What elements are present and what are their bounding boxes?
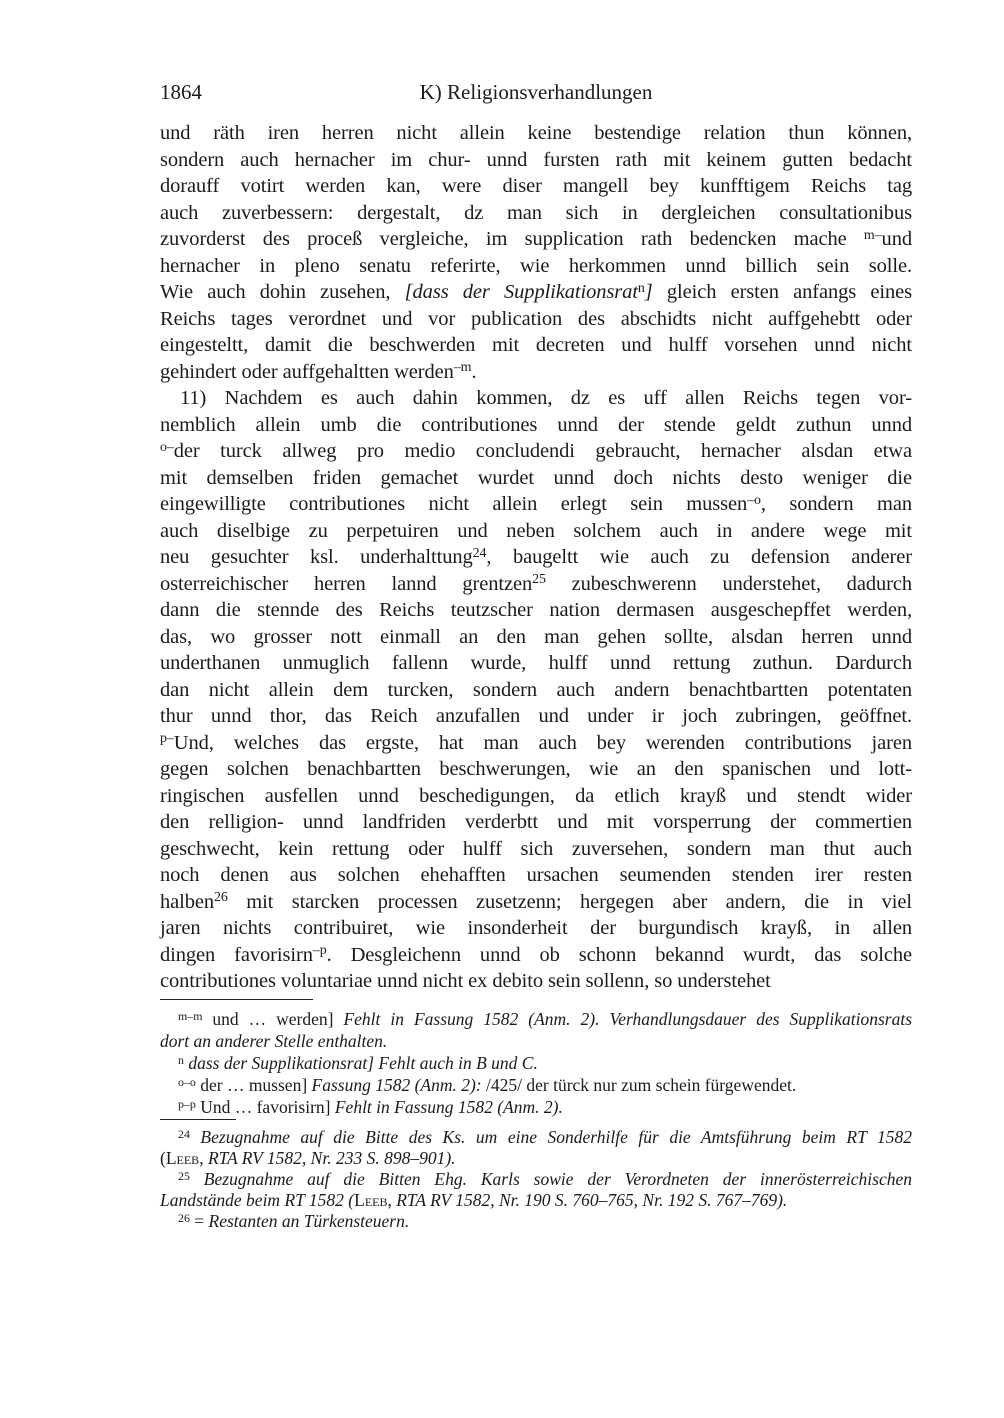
text-line: hernacher in pleno senatu referirte, wie herkommen unnd billich sein solle. [160,254,912,277]
text-line: dort an anderer Stelle enthalten. [160,1031,388,1051]
textual-apparatus-block [160,1008,912,1118]
text-line: osterreichischer herren lannd grentzen$^{25}$ zubeschwerenn understehet, dadurch [160,572,912,595]
text-line: und räth iren herren nicht allein keine bestendige relation thun können, [160,122,912,144]
footnotes-block [160,1127,912,1232]
paragraph-continuation [160,120,912,385]
text-line: (Leeb, RTA RV 1582, Nr. 233 S. 898–901). [160,1148,456,1168]
text-line: $^{25}$ Bezugnahme auf die Bitten Ehg. Karls sowie der Verordneten der innerösterreichischen [178,1168,912,1189]
text-line: $^{o-o}$ der … mussen] Fassung 1582 (Anm. 2): /425/ der türck nur zum schein fürgewendet. [178,1074,797,1095]
text-line: $^{m-m}$ und … werden] Fehlt in Fassung 1582 (Anm. 2). Verhandlungsdauer des Supplikationsrats [178,1008,913,1029]
text-line: Wie auch dohin zusehen, [dass der Supplikationsrat$^n$] gleich ersten anfangs eines [160,280,912,303]
apparatus-separator-rule [160,999,313,1000]
text-line: gehindert oder auffgehaltten werden$^{-m}$. [160,360,477,383]
text-line: $^{24}$ Bezugnahme auf die Bitte des Ks. um eine Sonderhilfe für die Amtsführung beim RT 1582 [178,1126,913,1147]
page-number: 1864 [160,80,202,104]
text-line: mit demselben friden gemachet wurdet unnd doch nichts desto weniger die [160,466,912,489]
text-line: eingewilligte contributiones nicht allein erlegt sein mussen$^{-o}$, sondern man [160,492,912,515]
text-line: gegen solchen benachbartten beschwerungen, wie an den spanischen und lott- [160,758,912,780]
text-line: ringischen ausfellen unnd beschedigungen, da etlich krayß und stendt wider [160,784,912,807]
text-line: jaren nichts contribuiret, wie insonderheit der burgundisch krayß, in allen [160,917,912,939]
running-header: K) Religionsverhandlungen [419,80,653,104]
paragraph-item-11 [160,385,912,995]
text-line: neu gesuchter ksl. underhalttung$^{24}$, baugeltt wie auch zu defension anderer [160,545,912,568]
text-line: 11) Nachdem es auch dahin kommen, dz es uff allen Reichs tegen vor- [180,387,912,409]
text-line: thur unnd thor, das Reich anzufallen und under ir joch zubringen, geöffnet. [160,705,912,727]
text-line: Landstände beim RT 1582 (Leeb, RTA RV 1582, Nr. 190 S. 760–765, Nr. 192 S. 767–769). [160,1190,788,1210]
text-line: $^{p-p}$ Und … favorisirn] Fehlt in Fassung 1582 (Anm. 2). [178,1096,563,1117]
text-line: dan nicht allein dem turcken, sondern auch andern benachtbartten potentaten [160,678,912,701]
text-line: dorauff votirt werden kan, were diser mangell bey kunfftigem Reichs tag [160,175,912,197]
text-line: contributiones voluntariae unnd nicht ex debito sein sollenn, so understehet [160,970,771,992]
text-line: das, wo grosser nott einmall an den man gehen sollte, alsdan herren unnd [160,625,912,648]
text-line: sondern auch hernacher im chur- unnd fursten rath mit keinem gutten bedacht [160,148,912,171]
footnote-separator-rule [160,1119,236,1120]
text-line: $^{26}$ = Restanten an Türkensteuern. [178,1210,410,1231]
text-line: $^{p-}$Und, welches das ergste, hat man auch bey werenden contributions jaren [160,731,912,754]
text-line: zuvorderst des proceß vergleiche, im supplication rath bedencken mache $^{m-}$und [160,227,912,250]
text-line: halben$^{26}$ mit starcken processen zusetzenn; hergegen aber andern, die in viel [160,890,912,913]
text-line: underthanen unmuglich fallenn wurde, hulff unnd rettung zuthun. Dardurch [160,652,912,674]
text-line: dingen favorisirn$^{-p}$. Desgleichenn unnd ob schonn bekannd wurdt, das solche [160,943,912,966]
text-line: $^{o-}$der turck allweg pro medio concludendi gebraucht, hernacher alsdan etwa [160,439,912,462]
text-line: auch diselbige zu perpetuiren und neben solchem auch in andere wege mit [160,519,912,542]
text-line: eingesteltt, damit die beschwerden mit decreten und hulff vorsehen unnd nicht [160,334,912,356]
text-line: den relligion- unnd landfriden verderbtt und mit vorsperrung der commertien [160,811,912,833]
text-line: nemblich allein umb die contributiones unnd der stende geldt zuthun unnd [160,413,912,436]
text-line: Reichs tages verordnet und vor publication des abschidts nicht auffgehebtt oder [160,307,912,330]
text-line: dann die stennde des Reichs teutzscher nation dermasen ausgeschepffet werden, [160,599,912,621]
main-text [160,120,912,995]
text-line: noch denen aus solchen ehehafften ursachen seumenden stenden irer resten [160,864,912,886]
text-line: $^n$ dass der Supplikationsrat] Fehlt auch in B und C. [178,1052,538,1073]
page-header [160,80,912,108]
text-line: geschwecht, kein rettung oder hulff sich zuversehen, sondern man thut auch [160,837,912,860]
text-line: auch zuverbessern: dergestalt, dz man sich in dergleichen consultationibus [160,201,912,224]
